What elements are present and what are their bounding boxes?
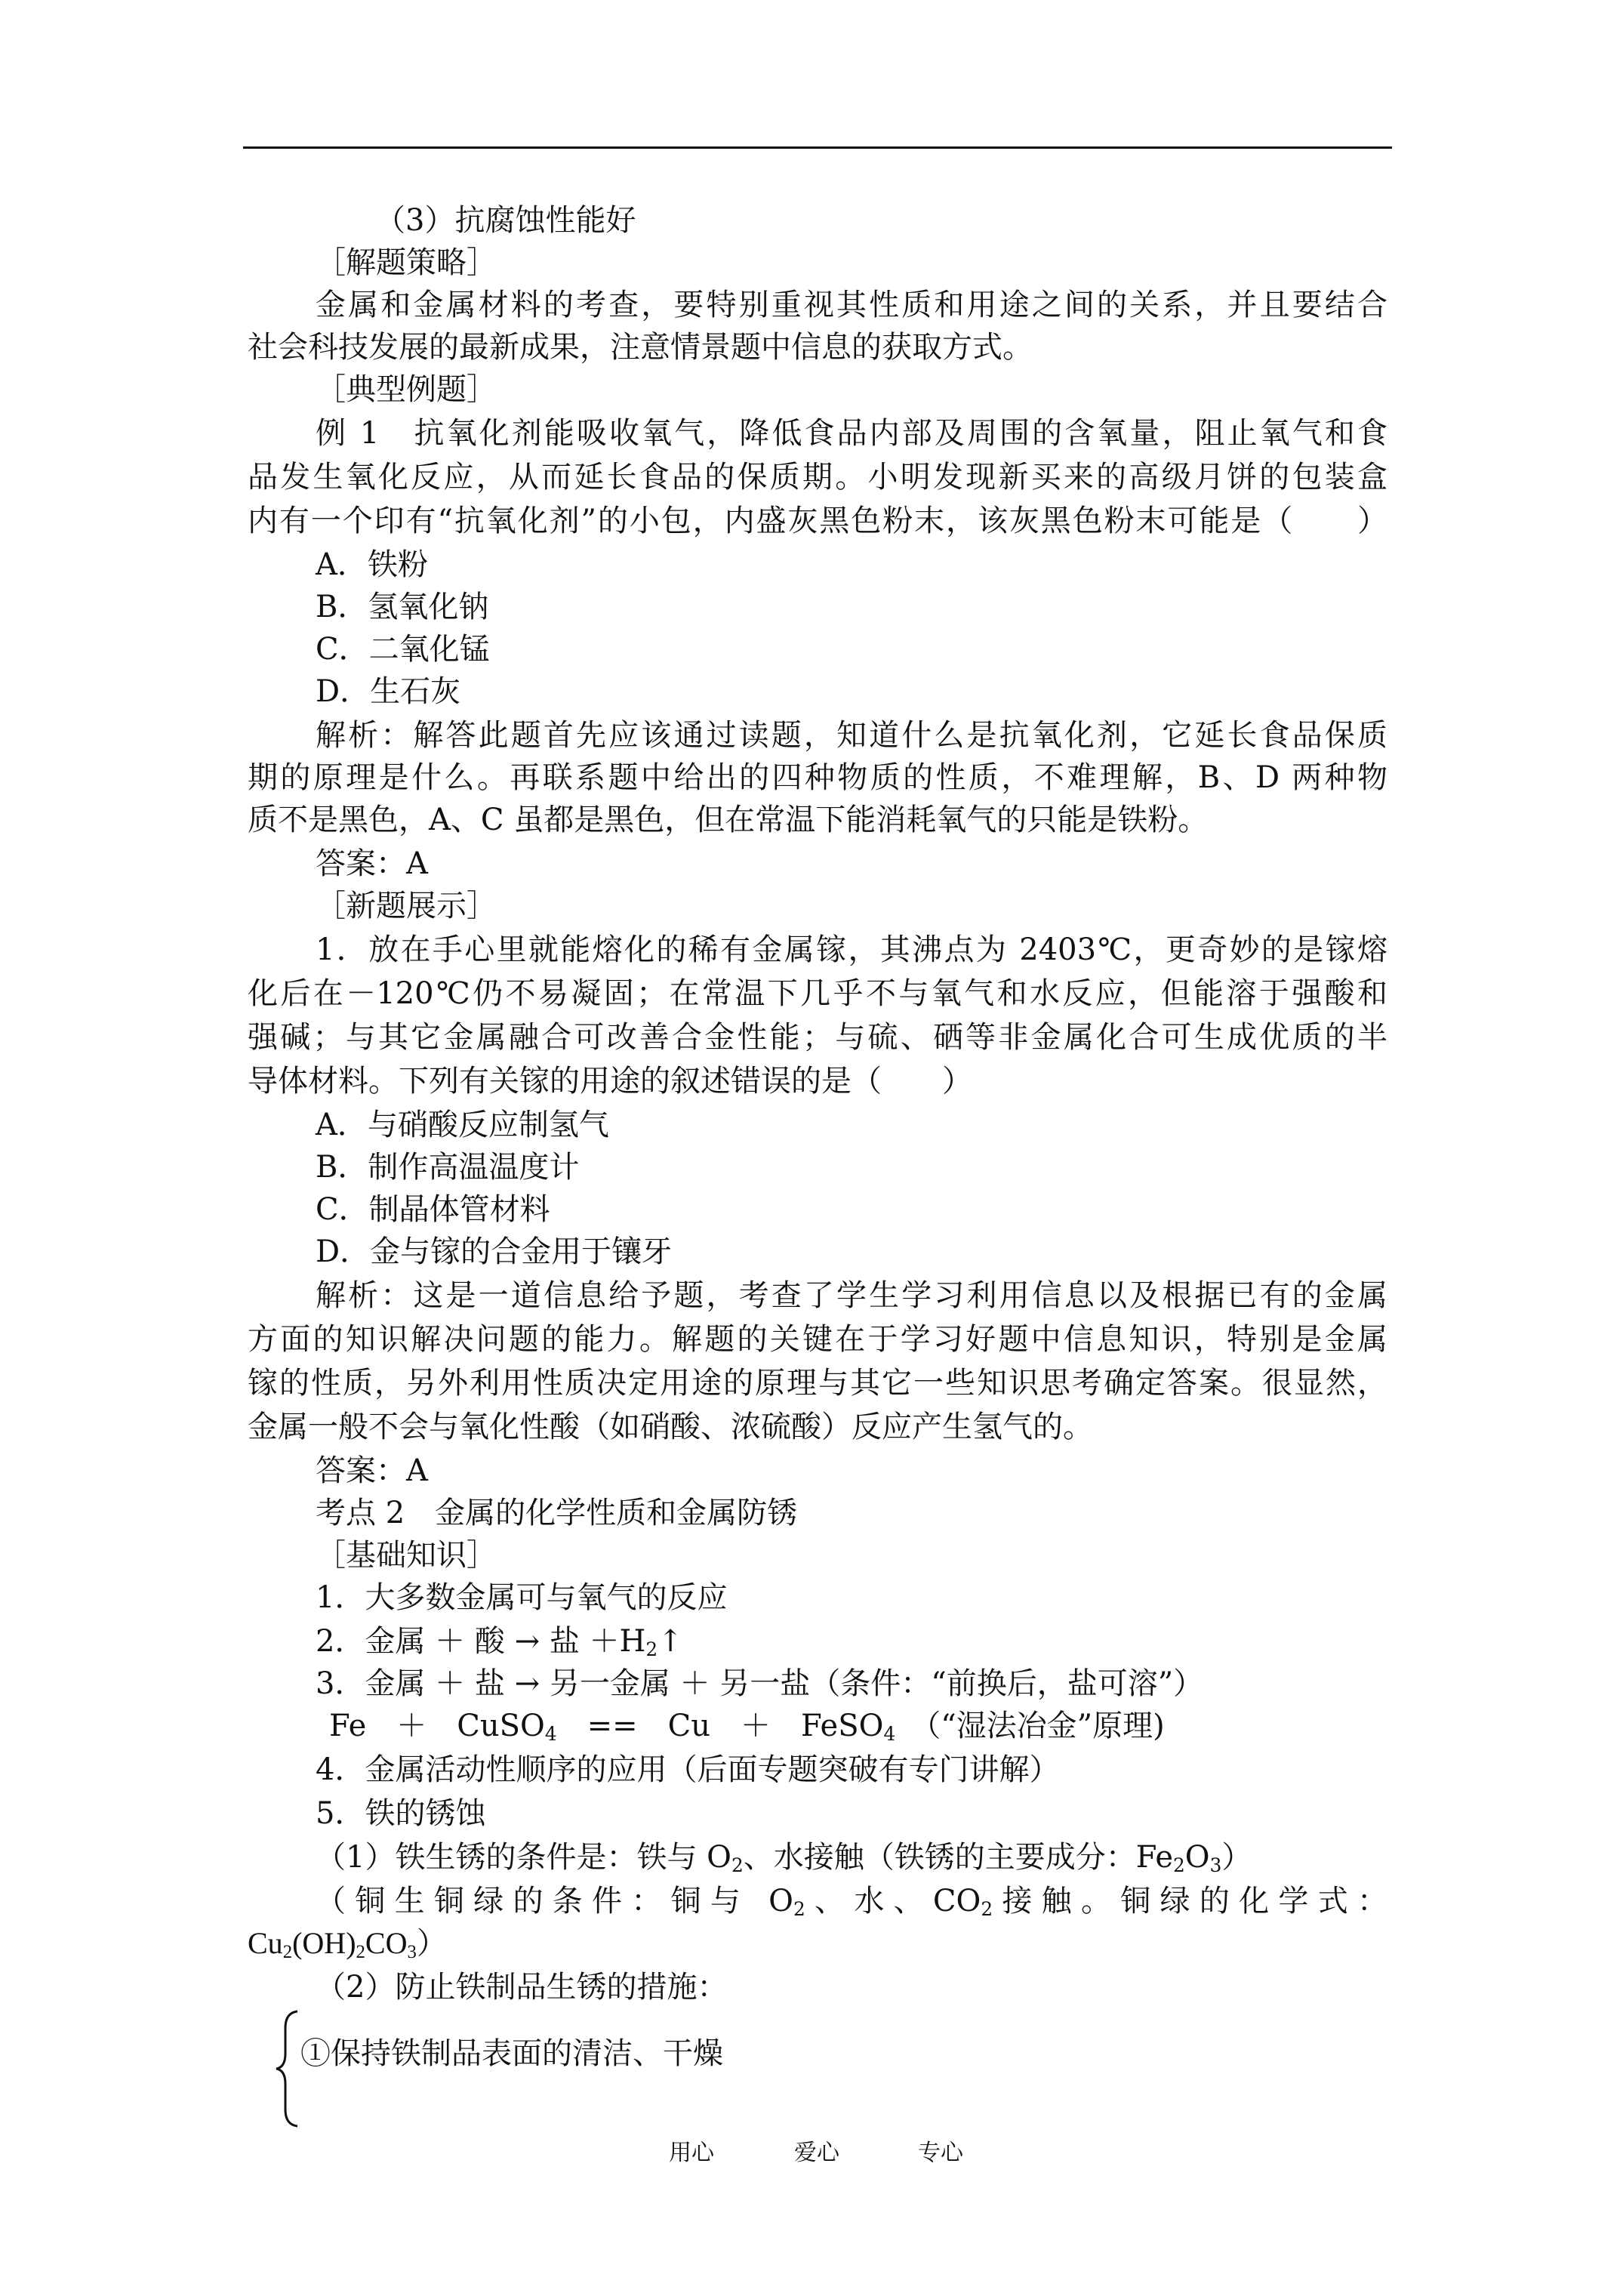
text-line: （3）抗腐蚀性能好 bbox=[375, 203, 636, 238]
answer-line: 答案：A bbox=[316, 846, 428, 881]
text-line: （1）铁生锈的条件是：铁与 $O_2$、水接触（铁锈的主要成分：$Fe_2O_3$） bbox=[316, 1840, 1252, 1877]
text-line: 质不是黑色，A、C 虽都是黑色，但在常温下能消耗氧气的只能是铁粉。 bbox=[248, 803, 1209, 837]
text-line: 内有一个印有“抗氧化剂”的小包，内盛灰黑色粉末，该灰黑色粉末可能是（ ） bbox=[248, 504, 1387, 538]
text-line: 化后在－120℃仍不易凝固；在常温下几乎不与氧气和水反应，但能溶于强酸和 bbox=[248, 976, 1387, 1011]
equation-line: Fe ＋ CuSO$_4$ == Cu ＋ FeSO$_4$ （“湿法冶金”原理) bbox=[329, 1709, 1165, 1746]
footer-item: 专心 bbox=[918, 2140, 963, 2166]
text-line: 方面的知识解决问题的能力。解题的关键在于学习好题中信息知识，特别是金属 bbox=[248, 1322, 1387, 1357]
answer-line: 答案：A bbox=[316, 1453, 428, 1488]
formula-line: $Cu_2(OH)_2CO_3$） bbox=[248, 1926, 447, 1963]
footer-item: 用心 bbox=[669, 2140, 714, 2166]
text-line: 社会科技发展的最新成果，注意情景题中信息的获取方式。 bbox=[248, 330, 1033, 365]
text-line: 3．金属 ＋ 盐 → 另一金属 ＋ 另一盐（条件：“前换后，盐可溶”） bbox=[316, 1666, 1204, 1701]
section-heading: ［典型例题］ bbox=[316, 372, 497, 407]
equation-line: 2．金属 ＋ 酸 → 盐 $+H_2↑$ bbox=[316, 1624, 683, 1661]
text-line: 解析：解答此题首先应该通过读题，知道什么是抗氧化剂，它延长食品保质 bbox=[316, 718, 1387, 753]
text-line: 品发生氧化反应，从而延长食品的保质期。小明发现新买来的高级月饼的包装盒 bbox=[248, 460, 1387, 495]
text-line: 5．铁的锈蚀 bbox=[316, 1796, 486, 1831]
text-line: 镓的性质，另外利用性质决定用途的原理与其它一些知识思考确定答案。很显然， bbox=[248, 1366, 1387, 1401]
option-a: A．铁粉 bbox=[316, 547, 428, 582]
text-line: 金属和金属材料的考查，要特别重视其性质和用途之间的关系，并且要结合 bbox=[316, 288, 1387, 322]
text-line: ①保持铁制品表面的清洁、干燥 bbox=[300, 2036, 723, 2071]
topic-heading: 考点 2 金属的化学性质和金属防锈 bbox=[316, 1496, 798, 1530]
left-brace-icon bbox=[272, 2008, 302, 2129]
text-line: （铜生铜绿的条件：铜与 $O_2$、水、$CO_2$接触。铜绿的化学式： bbox=[316, 1884, 1387, 1921]
section-heading: ［新题展示］ bbox=[316, 889, 497, 923]
section-heading: ［基础知识］ bbox=[316, 1538, 497, 1573]
text-line: 强碱；与其它金属融合可改善合金性能；与硫、硒等非金属化合可生成优质的半 bbox=[248, 1020, 1387, 1055]
option-c: C．制晶体管材料 bbox=[316, 1192, 550, 1227]
option-b: B．氢氧化钠 bbox=[316, 590, 489, 624]
option-d: D．金与镓的合金用于镶牙 bbox=[316, 1234, 673, 1269]
option-d: D．生石灰 bbox=[316, 674, 461, 709]
section-heading: ［解题策略］ bbox=[316, 245, 497, 280]
text-line: 解析：这是一道信息给予题，考查了学生学习利用信息以及根据已有的金属 bbox=[316, 1278, 1387, 1313]
option-a: A．与硝酸反应制氢气 bbox=[316, 1108, 609, 1142]
header-rule bbox=[243, 146, 1392, 149]
text-line: 1．大多数金属可与氧气的反应 bbox=[316, 1580, 728, 1615]
text-line: 4．金属活动性顺序的应用（后面专题突破有专门讲解） bbox=[316, 1752, 1060, 1787]
option-b: B．制作高温温度计 bbox=[316, 1150, 580, 1185]
footer-item: 爱心 bbox=[794, 2140, 839, 2166]
text-line: 1．放在手心里就能熔化的稀有金属镓，其沸点为 2403℃，更奇妙的是镓熔 bbox=[316, 932, 1387, 967]
option-c: C．二氧化锰 bbox=[316, 632, 490, 667]
text-line: 金属一般不会与氧化性酸（如硝酸、浓硫酸）反应产生氢气的。 bbox=[248, 1410, 1093, 1444]
text-line: 例 1 抗氧化剂能吸收氧气，降低食品内部及周围的含氧量，阻止氧气和食 bbox=[316, 416, 1387, 451]
text-line: 期的原理是什么。再联系题中给出的四种物质的性质，不难理解，B、D 两种物 bbox=[248, 760, 1387, 795]
text-line: 导体材料。下列有关镓的用途的叙述错误的是（ ） bbox=[248, 1064, 972, 1099]
text-line: （2）防止铁制品生锈的措施： bbox=[316, 1970, 728, 2005]
